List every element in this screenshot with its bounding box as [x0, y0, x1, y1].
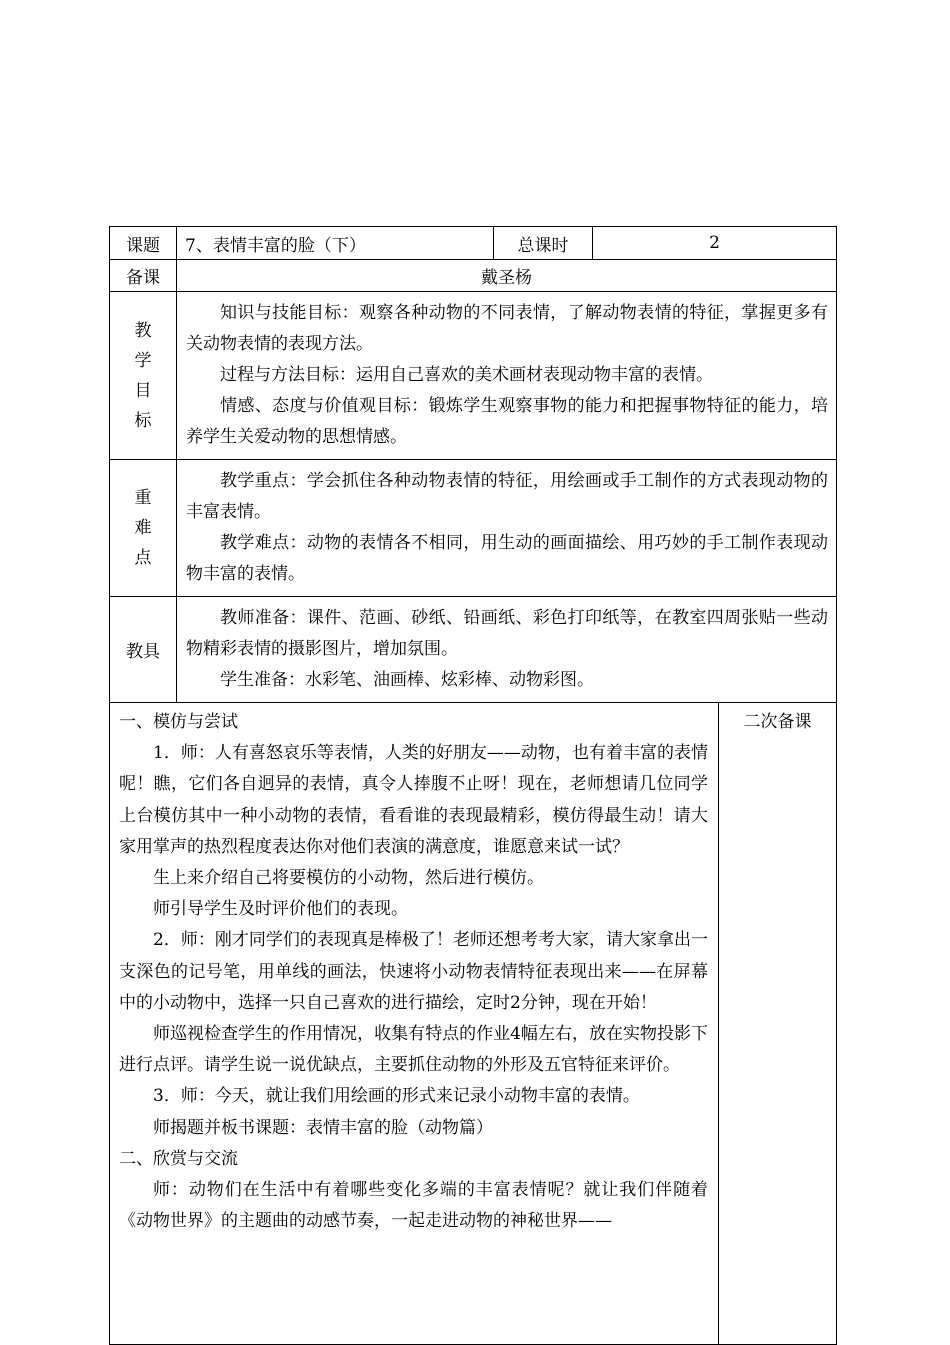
process-paragraph: 师：动物们在生活中有着哪些变化多端的丰富表情呢？就让我们伴随着《动物世界》的主题曲的动感节奏，一起走进动物的神秘世界——: [119, 1180, 708, 1232]
student-prep: 学生准备：水彩笔、油画棒、炫彩棒、动物彩图。: [220, 670, 594, 690]
key-points-content: [177, 460, 837, 597]
teaching-focus: 教学重点：学会抓住各种动物表情的特征，用绘画或手工制作的方式表现动物的丰富表情。: [186, 471, 829, 522]
key-points-row: [110, 460, 837, 597]
prep-row: [110, 260, 837, 292]
tools-content: [177, 597, 837, 703]
process-paragraph: 1．师：人有喜怒哀乐等表情，人类的好朋友——动物，也有着丰富的表情呢！瞧，它们各自迥异的表情，真令人捧腹不止呀！现在，老师想请几位同学上台模仿其中一种小动物的表情，看看谁的表现最精彩，模仿得最生动！请大家用掌声的热烈程度表达你对他们表演的满意度，谁愿意来试一试？: [119, 743, 708, 857]
prep-label: 备课: [110, 260, 177, 292]
total-hours-label: 总课时: [494, 227, 593, 260]
goals-label-char: 目: [134, 380, 152, 401]
title-row: [110, 227, 837, 260]
section-heading: 二、欣赏与交流: [119, 1148, 238, 1169]
total-hours-value: 2: [593, 227, 837, 260]
goal-process: 过程与方法目标：运用自己喜欢的美术画材表现动物丰富的表情。: [220, 365, 713, 385]
key-points-label-char: 点: [134, 548, 152, 568]
topic-label: 课题: [110, 227, 177, 260]
teaching-process: [110, 703, 719, 1345]
goals-label-char: 学: [134, 350, 152, 371]
tools-row: [110, 597, 837, 703]
lesson-plan-table: [109, 226, 837, 1345]
goals-row: [110, 292, 837, 460]
tools-label: 教具: [110, 597, 177, 703]
key-points-label: [110, 460, 177, 597]
process-paragraph: 生上来介绍自己将要模仿的小动物，然后进行模仿。: [153, 868, 544, 889]
teacher-name: 戴圣杨: [177, 260, 837, 292]
lesson-title: 7、表情丰富的脸（下）: [177, 227, 494, 260]
process-paragraph: 师揭题并板书课题：表情丰富的脸（动物篇）: [153, 1117, 493, 1138]
key-points-label-char: 重: [134, 488, 152, 508]
goals-label: [110, 292, 177, 460]
secondary-prep-label: 二次备课: [719, 703, 837, 1345]
goal-knowledge: 知识与技能目标：观察各种动物的不同表情，了解动物表情的特征，掌握更多有关动物表情的表现方法。: [186, 303, 829, 354]
section-heading: 一、模仿与尝试: [119, 712, 238, 732]
goals-label-char: 标: [134, 410, 152, 431]
teaching-difficulty: 教学难点：动物的表情各不相同，用生动的画面描绘、用巧妙的手工制作表现动物丰富的表情。: [186, 533, 829, 584]
goals-label-char: 教: [134, 320, 152, 341]
process-paragraph: 2．师：刚才同学们的表现真是棒极了！老师还想考考大家，请大家拿出一支深色的记号笔，用单线的画法，快速将小动物表情特征表现出来——在屏幕中的小动物中，选择一只自己喜欢的进行描绘，定时2分钟，现在开始！: [119, 930, 708, 1013]
goals-content: [177, 292, 837, 460]
process-paragraph: 师引导学生及时评价他们的表现。: [153, 899, 408, 920]
process-paragraph: 3．师：今天，就让我们用绘画的形式来记录小动物丰富的表情。: [153, 1086, 640, 1107]
process-row: [110, 703, 837, 1345]
key-points-label-char: 难: [134, 518, 152, 538]
teacher-prep: 教师准备：课件、范画、砂纸、铅画纸、彩色打印纸等，在教室四周张贴一些动物精彩表情的摄影图片，增加氛围。: [186, 608, 829, 659]
goal-emotion: 情感、态度与价值观目标：锻炼学生观察事物的能力和把握事物特征的能力，培养学生关爱动物的思想情感。: [186, 396, 829, 447]
process-paragraph: 师巡视检查学生的作用情况，收集有特点的作业4幅左右，放在实物投影下进行点评。请学生说一说优缺点，主要抓住动物的外形及五官特征来评价。: [119, 1024, 708, 1076]
